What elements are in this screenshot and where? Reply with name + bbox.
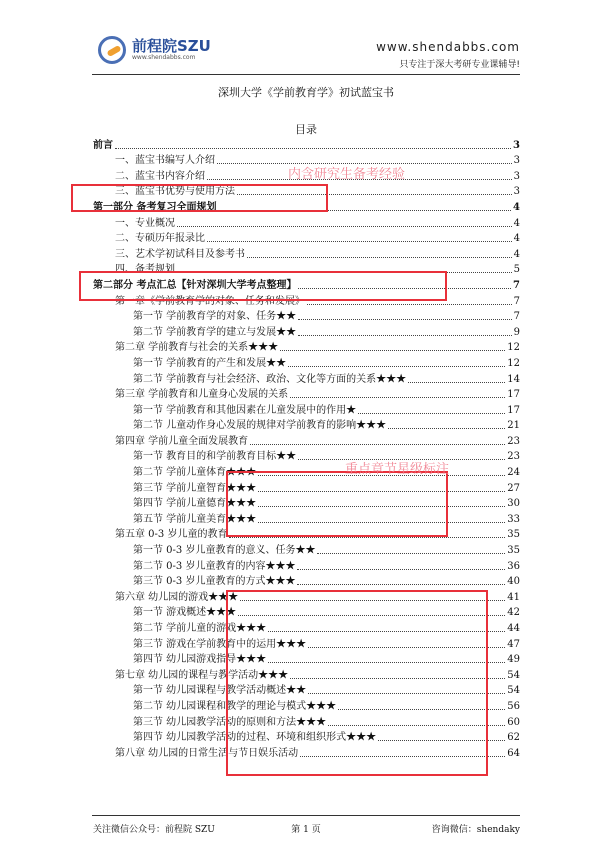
logo-url: www.shendabbs.com xyxy=(132,54,196,61)
toc-entry-page: 33 xyxy=(507,513,520,525)
toc-entry-page: 17 xyxy=(507,389,520,401)
toc-entry-title: 第三节 学前儿童智育★★★ xyxy=(133,482,257,494)
toc-entry[interactable] xyxy=(93,323,520,339)
toc-entry-page: 40 xyxy=(507,576,520,588)
toc-entry[interactable] xyxy=(93,214,520,230)
toc-entry[interactable] xyxy=(93,339,520,355)
toc-entry-page: 12 xyxy=(507,357,520,369)
toc-entry-title: 二、专硕历年报录比 xyxy=(115,233,205,245)
toc-entry[interactable] xyxy=(93,370,520,386)
highlight-box-key-points xyxy=(79,271,447,301)
toc-entry-page: 44 xyxy=(507,623,520,634)
site-slogan: 只专注于深大考研专业课辅导! xyxy=(399,60,520,70)
highlight-box-chapter4 xyxy=(226,471,448,537)
toc-entry[interactable] xyxy=(93,401,520,417)
toc-leader-dots xyxy=(207,241,512,242)
toc-entry-title: 第八章 幼儿园的日常生活与节日娱乐活动 xyxy=(115,747,299,759)
book-title: 深圳大学《学前教育学》初试蓝宝书 xyxy=(218,86,394,99)
toc-entry-title: 第一节 幼儿园课程与教学活动概述★★ xyxy=(133,685,307,697)
toc-entry-page: 35 xyxy=(507,529,520,541)
toc-entry-title: 第三章 学前教育和儿童身心发展的关系 xyxy=(115,389,289,401)
toc-entry-title: 第一节 学前教育学的对象、任务★★ xyxy=(133,311,297,323)
toc-entry[interactable] xyxy=(93,136,520,152)
toc-entry[interactable] xyxy=(93,557,520,573)
toc-entry[interactable] xyxy=(93,541,520,557)
toc-leader-dots xyxy=(298,319,511,320)
toc-entry-page: 7 xyxy=(513,311,520,323)
toc-entry-page: 4 xyxy=(513,217,520,229)
toc-entry-title: 第一节 0-3 岁儿童教育的意义、任务★★ xyxy=(133,545,316,557)
toc-entry-title: 第六章 幼儿园的游戏★★★ xyxy=(115,591,239,603)
toc-entry-page: 7 xyxy=(513,295,520,307)
annotation-experience: 内含研究生备考经验 xyxy=(288,167,406,182)
toc-entry-title: 一、专业概况 xyxy=(115,217,175,229)
toc-leader-dots xyxy=(317,553,505,554)
toc-leader-dots xyxy=(408,382,505,383)
toc-entry-page: 30 xyxy=(507,498,520,510)
toc-leader-dots xyxy=(288,366,505,367)
toc-entry-title: 三、艺术学初试科目及参考书 xyxy=(115,248,245,260)
toc-entry-title: 第三节 0-3 岁儿童教育的方式★★★ xyxy=(133,576,296,588)
toc-entry-title: 第一节 学前教育和其他因素在儿童发展中的作用★ xyxy=(133,404,357,416)
toc-entry-title: 第七章 幼儿园的课程与教学活动★★★ xyxy=(115,669,289,681)
brand-logo xyxy=(98,36,211,64)
site-url[interactable]: www.shendabbs.com xyxy=(376,40,520,54)
toc-entry-title: 四、备考规划 xyxy=(115,264,175,276)
toc-entry-title: 第二节 学前儿童体育★★★ xyxy=(133,467,257,479)
logo-icon xyxy=(98,36,126,64)
toc-entry-title: 第二节 儿童动作身心发展的规律对学前教育的影响★★★ xyxy=(133,420,387,432)
toc-entry-page: 3 xyxy=(513,139,520,151)
toc-entry-title: 第二节 幼儿园课程和教学的理论与模式★★★ xyxy=(133,700,337,712)
toc-entry-title: 第一节 游戏概述★★★ xyxy=(133,607,237,619)
toc-entry-title: 一、蓝宝书编写人介绍 xyxy=(115,155,215,167)
toc-heading: 目录 xyxy=(295,123,317,136)
toc-leader-dots xyxy=(307,304,512,305)
toc-entry-page: 12 xyxy=(507,342,520,354)
toc-entry-page: 49 xyxy=(507,654,520,666)
toc-entry-page: 3 xyxy=(513,155,520,167)
toc-entry-title: 第四节 幼儿园游戏指导★★★ xyxy=(133,654,267,666)
toc-entry-page: 21 xyxy=(507,420,520,432)
logo-name: 前程院SZU xyxy=(132,37,211,55)
toc-leader-dots xyxy=(388,428,505,429)
toc-entry-title: 第二节 学前儿童的游戏★★★ xyxy=(133,623,267,634)
footer-divider xyxy=(92,815,520,816)
toc-entry-page: 9 xyxy=(513,326,520,338)
toc-entry-page: 4 xyxy=(513,201,520,213)
toc-entry-page: 3 xyxy=(513,186,520,198)
toc-entry-page: 7 xyxy=(513,279,520,291)
highlight-box-planning xyxy=(71,184,328,212)
toc-leader-dots xyxy=(358,413,505,414)
toc-entry-page: 27 xyxy=(507,482,520,494)
toc-entry-title: 第四节 学前儿童德育★★★ xyxy=(133,498,257,510)
toc-entry-page: 3 xyxy=(513,170,520,182)
toc-entry[interactable] xyxy=(93,230,520,246)
toc-leader-dots xyxy=(290,397,505,398)
toc-entry-page: 14 xyxy=(507,373,520,385)
toc-leader-dots xyxy=(247,257,512,258)
toc-entry-page: 36 xyxy=(507,560,520,572)
toc-entry-title: 第四章 学前儿童全面发展教育 xyxy=(115,435,249,447)
toc-entry-page: 60 xyxy=(507,716,520,728)
toc-entry-title: 第四节 幼儿园教学活动的过程、环境和组织形式★★★ xyxy=(133,732,377,744)
footer-contact: 咨询微信：shendaky xyxy=(431,825,520,835)
toc-entry[interactable] xyxy=(93,448,520,464)
toc-entry-title: 第一章《学前教育学的对象、任务和发展》 xyxy=(115,295,305,307)
toc-entry-page: 5 xyxy=(513,264,520,276)
toc-entry-title: 第五节 学前儿童美育★★★ xyxy=(133,513,257,525)
toc-entry-title: 第一节 学前教育的产生和发展★★ xyxy=(133,357,287,369)
toc-entry-page: 23 xyxy=(507,435,520,447)
toc-entry-title: 三、蓝宝书优势与使用方法 xyxy=(115,186,235,198)
toc-entry[interactable] xyxy=(93,308,520,324)
annotation-star-rating: 重点章节星级标注 xyxy=(345,462,450,477)
toc-leader-dots xyxy=(250,444,505,445)
toc-entry-title: 第五章 0-3 岁儿童的教育 xyxy=(115,529,228,541)
footer-wechat-account: 关注微信公众号：前程院 SZU xyxy=(93,825,215,835)
toc-entry-page: 23 xyxy=(507,451,520,463)
toc-leader-dots xyxy=(297,569,505,570)
toc-entry[interactable] xyxy=(93,354,520,370)
toc-entry[interactable] xyxy=(93,245,520,261)
toc-entry-page: 47 xyxy=(507,638,520,650)
toc-entry-title: 第二节 学前教育学的建立与发展★★ xyxy=(133,326,297,338)
toc-leader-dots xyxy=(115,148,511,149)
toc-leader-dots xyxy=(297,584,505,585)
toc-entry-page: 35 xyxy=(507,545,520,557)
toc-entry-title: 第一部分 备考复习全面规划 xyxy=(93,201,217,213)
toc-entry-title: 第二部分 考点汇总【针对深圳大学考点整理】 xyxy=(93,279,297,291)
toc-entry-page: 17 xyxy=(507,404,520,416)
toc-leader-dots xyxy=(177,226,512,227)
toc-entry-title: 第二节 学前教育与社会经济、政治、文化等方面的关系★★★ xyxy=(133,373,407,385)
toc-entry-title: 前言 xyxy=(93,139,113,151)
toc-entry-title: 第一节 教育目的和学前教育目标★★ xyxy=(133,451,297,463)
toc-entry-page: 4 xyxy=(513,233,520,245)
toc-entry-title: 二、蓝宝书内容介绍 xyxy=(115,170,205,182)
toc-entry-page: 56 xyxy=(507,700,520,712)
toc-entry-page: 41 xyxy=(507,591,520,603)
toc-entry[interactable] xyxy=(93,573,520,589)
toc-entry-page: 4 xyxy=(513,248,520,260)
highlight-box-chapters6-8 xyxy=(226,590,488,776)
toc-entry-title: 第三节 游戏在学前教育中的运用★★★ xyxy=(133,638,307,650)
toc-entry-page: 54 xyxy=(507,685,520,697)
toc-entry-page: 24 xyxy=(507,467,520,479)
toc-entry[interactable] xyxy=(93,417,520,433)
toc-leader-dots xyxy=(280,350,505,351)
toc-entry-title: 第二章 学前教育与社会的关系★★★ xyxy=(115,342,279,354)
toc-leader-dots xyxy=(229,537,505,538)
header-divider xyxy=(92,74,520,75)
footer-page-number: 第 1 页 xyxy=(291,825,321,835)
toc-entry-title: 第三节 幼儿园教学活动的原则和方法★★★ xyxy=(133,716,327,728)
toc-entry-title: 第二节 0-3 岁儿童教育的内容★★★ xyxy=(133,560,296,572)
toc-entry[interactable] xyxy=(93,432,520,448)
toc-entry[interactable] xyxy=(93,386,520,402)
toc-entry-page: 54 xyxy=(507,669,520,681)
toc-leader-dots xyxy=(298,335,511,336)
site-info xyxy=(376,40,520,70)
toc-entry-page: 42 xyxy=(507,607,520,619)
toc-entry-page: 64 xyxy=(507,747,520,759)
toc-entry-page: 62 xyxy=(507,732,520,744)
